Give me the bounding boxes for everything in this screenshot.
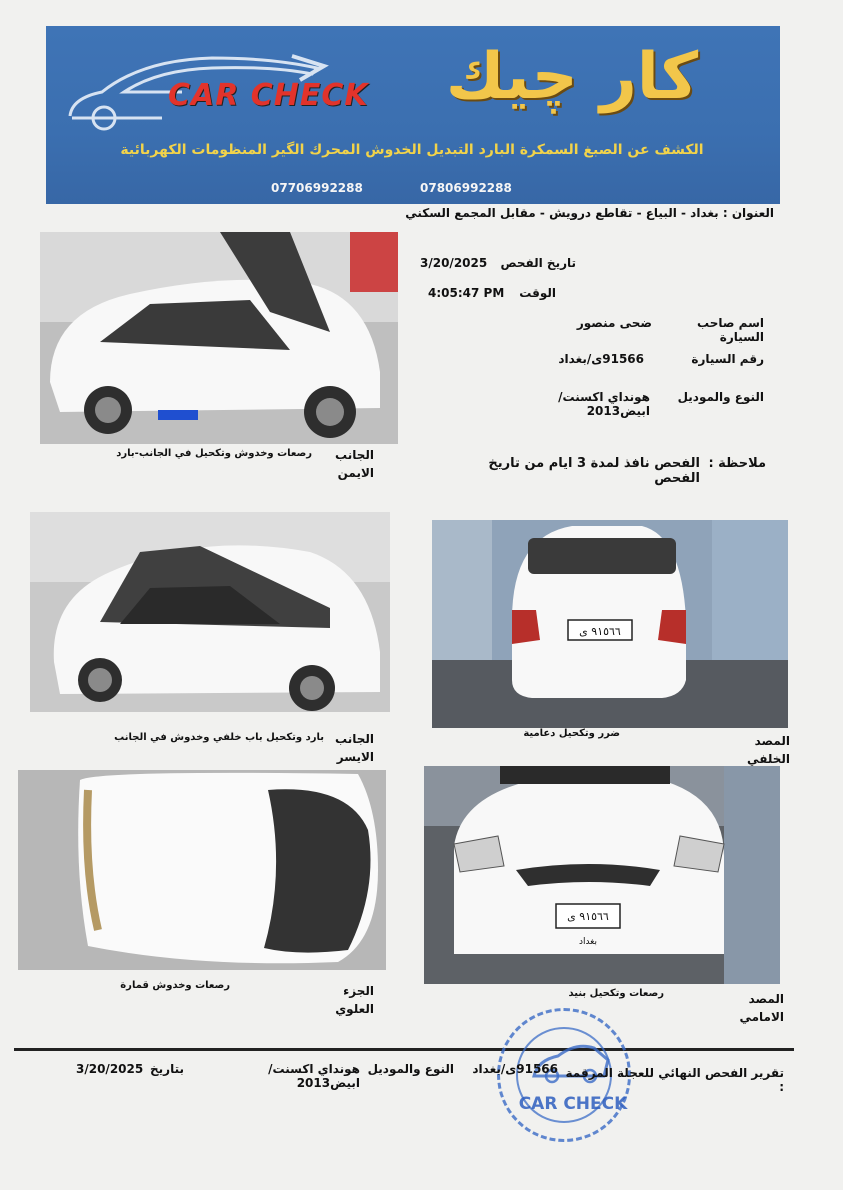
rear-caption: ضرر وتكحيل دعامية (523, 728, 620, 739)
footer-divider (14, 1048, 794, 1051)
photo-top (18, 770, 386, 970)
phone-number-2: 07806992288 (420, 181, 512, 195)
left-side-title-2: الايسر (336, 750, 374, 764)
note-value: الفحص نافذ لمدة 3 ايام من تاريخ الفحص (488, 456, 700, 486)
photo-rear (432, 520, 788, 728)
front-title-2: الامامي (739, 1010, 784, 1024)
right-side-caption: رصعات وخدوش وتكحيل في الجانب-بارد (116, 448, 312, 459)
model-label: النوع والموديل (677, 390, 764, 404)
rear-plate-text: ٩١٥٦٦ ى (579, 625, 621, 638)
front-caption: رصعات وتكحيل بنيد (568, 988, 664, 999)
footer-report-label: تقرير الفحص النهائي للعجلة المرقمة : (565, 1066, 784, 1094)
phone-number-1: 07706992288 (271, 181, 363, 195)
logo-arabic: كار چيك (445, 40, 699, 114)
rear-title-2: الخلفي (747, 752, 790, 766)
time-value: 4:05:47 PM (428, 286, 505, 300)
front-plate-text: ٩١٥٦٦ ى (567, 910, 609, 923)
photo-right-side (40, 232, 398, 444)
footer-model-value: هونداي اكسنت/ابيض2013 (268, 1062, 360, 1090)
footer-date-value: 3/20/2025 (76, 1062, 144, 1076)
model-value: هونداي اكسنت/ابيض2013 (558, 390, 650, 418)
logo-english: CAR CHECK (168, 78, 369, 113)
photo-left-side (30, 512, 390, 712)
time-label: الوقت (519, 286, 556, 300)
services-line: الكشف عن الصبغ السمكرة البارد التبديل الخدوش المحرك الگير المنظومات الكهربائية (120, 142, 704, 158)
footer-model-label: النوع والموديل (367, 1062, 454, 1076)
top-title-2: العلوي (335, 1002, 374, 1016)
left-side-caption: بارد وتكحيل باب خلفي وخدوش في الجانب (114, 732, 324, 743)
top-title-1: الجزء (343, 984, 374, 998)
right-side-title-1: الجانب (335, 448, 374, 462)
right-side-title-2: الايمن (337, 466, 374, 480)
plate-value: 91566ى/بغداد (558, 352, 644, 366)
owner-label: اسم صاحب السيارة (697, 316, 764, 344)
rear-title-1: المصد (754, 734, 790, 748)
left-side-title-1: الجانب (335, 732, 374, 746)
owner-value: ضحى منصور (576, 316, 652, 330)
front-plate-city: بغداد (578, 937, 598, 947)
plate-label: رقم السيارة (691, 352, 764, 366)
note-label: ملاحظة : (708, 456, 766, 471)
stamp-text: CAR CHECK (518, 1094, 628, 1114)
photo-front (424, 766, 780, 984)
address-line: العنوان : بغداد - البياع - تقاطع درويش - مقابل المجمع السكني (405, 206, 774, 220)
front-title-1: المصد (748, 992, 784, 1006)
footer-date-label: بتاريخ (150, 1062, 184, 1076)
date-value: 3/20/2025 (420, 256, 488, 270)
footer-report-plate: 91566ى/بغداد (472, 1062, 558, 1076)
date-label: تاريخ الفحص (500, 256, 576, 270)
top-caption: رصعات وخدوش قمارة (120, 980, 230, 991)
